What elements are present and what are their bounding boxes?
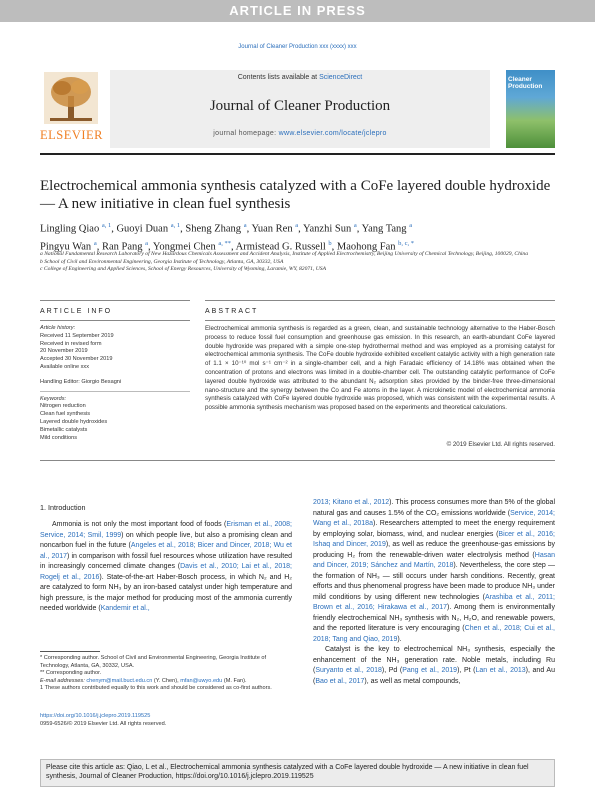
intro-paragraph-1-cont xyxy=(313,498,555,645)
author-affiliation-marker[interactable]: a xyxy=(353,222,357,229)
citation-link[interactable]: Lan et al., 2013 xyxy=(475,667,526,674)
author-affiliation-marker[interactable]: a xyxy=(295,222,299,229)
journal-header-box xyxy=(110,70,490,148)
citation-link[interactable]: Hasan and Dincer, 2019; Sánchez and Martín, 2018 xyxy=(313,551,555,569)
abstract-heading: ABSTRACT xyxy=(205,308,259,315)
body-text: Catalyst is the key to electrochemical NH₃ synthesis, especially the enhancement of the NH₃ generation rate. Noble metals, including Ru ( xyxy=(313,646,555,674)
citation-link[interactable]: Davis et al., 2010; Lai et al., 2018; Rogelj et al., 2016 xyxy=(40,563,292,581)
article-info-panel xyxy=(40,325,190,442)
author-affiliation-marker[interactable]: a xyxy=(243,222,247,229)
author-list xyxy=(40,219,555,254)
body-text: ). Nevertheless, the core step — the formation of NH₃ — still occurs under harsh conditions. Recently, great efforts and thus phenomenal progress have been made to produce NH₃ under mild conditions by using different new technologies ( xyxy=(313,562,555,601)
contents-prefix: Contents lists available at xyxy=(237,74,320,81)
history-item: Received 11 September 2019 xyxy=(40,332,114,339)
email-link-fan[interactable]: mfan@uwyo.edu xyxy=(180,677,223,684)
author-name[interactable]: Armistead G. Russell xyxy=(235,241,329,252)
affiliation-c: c College of Engineering and Applied Sciences, School of Energy Resources, University of Wyoming, Laramie, WY, 82071, USA xyxy=(40,266,327,272)
masthead-divider xyxy=(40,153,555,155)
body-text: ). This process consumes more than 5% of the global natural gas and causes 1.5% of the CO₂ emissions worldwide ( xyxy=(313,499,555,517)
citation-link[interactable]: Bicer et al., 2016; Ishaq and Dincer, 2019 xyxy=(313,530,555,548)
author-name[interactable]: Maohong Fan xyxy=(336,241,399,252)
author-line-1: Lingling Qiao $^{a, 1}$, Guoyi Duan $^{a, 1}$, Sheng Zhang $^a$, Yuan Ren $^a$, Yanzhi Sun $^a$, Yang Tang $^a$ xyxy=(40,222,413,235)
abstract-top-rule xyxy=(205,300,555,301)
history-item: Accepted 30 November 2019 xyxy=(40,356,113,363)
footnote-corresponding-2: ** Corresponding author. xyxy=(40,670,102,677)
author-affiliation-marker[interactable]: b, c, * xyxy=(398,239,415,247)
email-name-chen: (Y. Chen), xyxy=(152,677,181,684)
cover-title: Cleaner Production xyxy=(508,76,543,90)
author-name[interactable]: Sheng Zhang xyxy=(185,223,244,235)
author-name[interactable]: Ran Pang xyxy=(101,241,146,252)
author-affiliation-marker[interactable]: a xyxy=(145,239,149,247)
author-affiliation-marker[interactable]: a, ** xyxy=(218,239,231,247)
handling-editor: Handling Editor: Giorgio Besagni xyxy=(40,378,122,385)
author-affiliation-marker[interactable]: a, 1 xyxy=(101,222,112,229)
email-prefix: E-mail addresses: xyxy=(40,677,87,684)
keyword: Bimetallic catalysts xyxy=(40,426,88,433)
footnote-corresponding-1: * Corresponding author. School of Civil and Environmental Engineering, Georgia Institute of Technology, Atlanta, GA, 30332, USA. xyxy=(40,655,267,669)
abstract-copyright: © 2019 Elsevier Ltd. All rights reserved. xyxy=(446,441,555,448)
history-item: 20 November 2019 xyxy=(40,348,88,355)
article-info-top-rule xyxy=(40,300,190,301)
citation-link[interactable]: Service, 2014; Wang et al., 2018a xyxy=(313,509,555,527)
history-item: Available online xxx xyxy=(40,363,90,370)
body-text: ). Researchers attempted to meet the energy requirement by employing solar, biomass, wind, and nuclear energies ( xyxy=(313,520,555,538)
sciencedirect-link[interactable]: ScienceDirect xyxy=(319,74,363,81)
abstract-bottom-rule xyxy=(40,460,555,461)
issn-line: 0959-6526/© 2019 Elsevier Ltd. All rights reserved. xyxy=(40,720,167,727)
journal-cover-thumbnail[interactable] xyxy=(506,70,555,148)
keywords-label: Keywords: xyxy=(40,395,67,402)
journal-reference-link[interactable]: Journal of Cleaner Production xxx (xxxx) xxx xyxy=(238,44,357,50)
body-text: ). Among them is environmentally friendly electrochemical NH₃ synthesis with N₂, H₂O, and renewable powers, and the reported literature is very encouraging ( xyxy=(313,604,555,632)
body-text: ) in comparison with fossil fuel resources whose utilization have resulted in increasingly concerned climate changes ( xyxy=(40,552,293,570)
author-affiliation-marker[interactable]: a, 1 xyxy=(170,222,181,229)
body-column-right xyxy=(313,498,555,687)
intro-paragraph-1 xyxy=(40,520,292,615)
author-affiliation-marker[interactable]: b xyxy=(328,239,332,247)
author-affiliation-marker[interactable]: a xyxy=(93,239,97,247)
affiliation-b: b School of Civil and Environmental Engineering, Georgia Institute of Technology, Atlanta, GA, 30332, USA xyxy=(40,258,284,265)
article-title: Electrochemical ammonia synthesis catalyzed with a CoFe layered double hydroxide — A new initiative in clean fuel synthesis xyxy=(40,178,551,212)
info-divider xyxy=(40,391,190,392)
author-affiliation-marker[interactable]: a xyxy=(409,222,413,229)
citation-link[interactable]: Angeles et al., 2018; Bicer and Dincer, 2018; Wu et al., 2017 xyxy=(40,542,292,560)
author-name[interactable]: Yongmei Chen xyxy=(152,241,219,252)
footnote-equal-contribution: 1 These authors contributed equally to this work and should be considered as co-first authors. xyxy=(40,685,272,692)
citation-link[interactable]: Chen et al., 2018; Cui et al., 2018; Tang and Qiao, 2019 xyxy=(313,625,555,643)
keyword: Nitrogen reduction xyxy=(40,403,86,410)
citation-link[interactable]: Suryanto et al., 2018 xyxy=(315,667,382,674)
article-in-press-banner: ARTICLE IN PRESS xyxy=(0,0,595,22)
footnote-divider xyxy=(40,651,100,652)
article-info-heading: ARTICLE INFO xyxy=(40,308,113,315)
email-name-fan: (M. Fan). xyxy=(222,677,247,684)
citation-link[interactable]: Kandemir et al., xyxy=(100,605,150,612)
contents-lists-line xyxy=(110,74,490,81)
keyword: Clean fuel synthesis xyxy=(40,411,91,418)
author-name[interactable]: Yanzhi Sun xyxy=(302,223,354,235)
affiliation-a: a National Fundamental Research Laboratory of New Hazardous Chemicals Assessment and Accident Analysis, Institute of Applied Electrochemistry, Beijing University of Chemical Technology, Beijing, 100029, China xyxy=(40,251,529,257)
body-text: ). State-of-the-art Haber-Bosch process, in which N₂ and H₂ are catalyzed to form NH₃ by an iron-based catalyst under high temperature and high pressure, is the major method for producing most of the ammonia currently needed worldwide ( xyxy=(40,573,292,612)
body-text: ), Pd ( xyxy=(381,667,403,674)
citation-link[interactable]: Pang et al., 2019 xyxy=(402,667,458,674)
citation-link[interactable]: Erisman et al., 2008; Service, 2014; Smil, 1999 xyxy=(40,521,292,539)
author-line-2: Pingyu Wan $^a$, Ran Pang $^a$, Yongmei Chen $^{a, **}$, Armistead G. Russell $^b$, Maohong Fan $^{b, c, *}$ xyxy=(40,239,415,252)
body-text: ), as well as reduce the greenhouse-gas emissions by producing H₂ from the renewable-driven water electrolysis method ( xyxy=(313,541,556,559)
elsevier-logo[interactable] xyxy=(40,70,102,148)
homepage-link[interactable]: www.elsevier.com/locate/jclepro xyxy=(278,130,387,137)
journal-title: Journal of Cleaner Production xyxy=(209,98,391,114)
keyword: Layered double hydroxides xyxy=(40,418,108,425)
publisher-name: ELSEVIER xyxy=(40,128,104,142)
citation-box: Please cite this article as: Qiao, L et al., Electrochemical ammonia synthesis catalyzed with a CoFe layered double hydroxide — A new initiative in clean fuel synthesis, Journal of Cleaner Production, https://doi.org/10.1016/j.jclepro.2019.119525 xyxy=(40,759,555,787)
journal-homepage-line xyxy=(110,130,490,137)
footnotes xyxy=(40,655,292,693)
doi-block xyxy=(40,713,292,728)
body-text: ), and Au ( xyxy=(313,667,555,685)
keyword: Mild conditions xyxy=(40,434,77,441)
body-column-left xyxy=(40,520,292,615)
abstract-rule xyxy=(205,320,555,321)
body-text: ), Pt ( xyxy=(457,667,476,674)
author-name[interactable]: Lingling Qiao xyxy=(40,223,102,235)
journal-masthead xyxy=(40,70,555,148)
author-name[interactable]: Guoyi Duan xyxy=(116,223,171,235)
abstract-text: Electrochemical ammonia synthesis is regarded as a green, clean, and sustainable technology alternative to the Haber-Bosch process to reduce fossil fuel consumption and greenhouse gas emission. In this research, an earth-abundant CoFe layered double hydroxide was prepared with a simple one-step hydrothermal method and was employed as a promising catalyst for electrochemical ammonia synthesis. The CoFe double hydroxide exhibited excellent catalytic activity with a high generation rate of 1.1 × 10⁻¹⁰ mol s⁻¹ cm⁻² in a single-chamber cell, and a high Faradaic efficiency of 14.18% was obtained when the concentration of protons and electrons was limited in a double-chamber cell. The outstanding catalytic performance of CoFe layered double hydroxide was attributed to the abundant N₂ adsorption sites provided by the binder-free three-dimensional nano-structure and the synergy between the Co and Fe atoms in the layer. A microkinetic model of electrochemical ammonia synthesis catalyzed with CoFe layered double hydroxide was proposed, which was consistent with the experimental results. A possible ammonia synthesis mechanism was proposed based on the experiments and theoretical calculations. xyxy=(205,325,555,412)
homepage-prefix: journal homepage: xyxy=(213,130,279,137)
section-heading-introduction: 1. Introduction xyxy=(40,503,86,512)
citation-link[interactable]: Arashiba et al., 2011; Brown et al., 2016; Hirakawa et al., 2017 xyxy=(313,593,555,611)
article-info-rule xyxy=(40,320,190,321)
tree-illustration-icon xyxy=(44,72,98,124)
history-item: Received in revised form xyxy=(40,340,102,347)
footnote-emails xyxy=(40,678,292,686)
body-text: ), as well as metal compounds, xyxy=(364,677,461,685)
citation-link[interactable]: Bao et al., 2017 xyxy=(315,677,365,685)
affiliations xyxy=(40,251,555,274)
body-text: ). xyxy=(397,635,402,643)
author-name[interactable]: Yuan Ren xyxy=(251,223,296,235)
author-name[interactable]: Pingyu Wan xyxy=(40,241,94,252)
author-name[interactable]: Yang Tang xyxy=(361,223,410,235)
email-link-chen[interactable]: chenym@mail.buct.edu.cn xyxy=(86,677,153,684)
body-text: Ammonia is not only the most important food of foods ( xyxy=(52,521,227,528)
body-text: ) on which people live, but also a promising clean and noncarbon fuel in the future ( xyxy=(40,531,293,549)
doi-link[interactable]: https://doi.org/10.1016/j.jclepro.2019.119525 xyxy=(40,713,151,719)
citation-link[interactable]: 2013; Kitano et al., 2012 xyxy=(313,499,390,506)
intro-paragraph-2 xyxy=(313,645,555,687)
history-label: Article history: xyxy=(40,325,76,331)
